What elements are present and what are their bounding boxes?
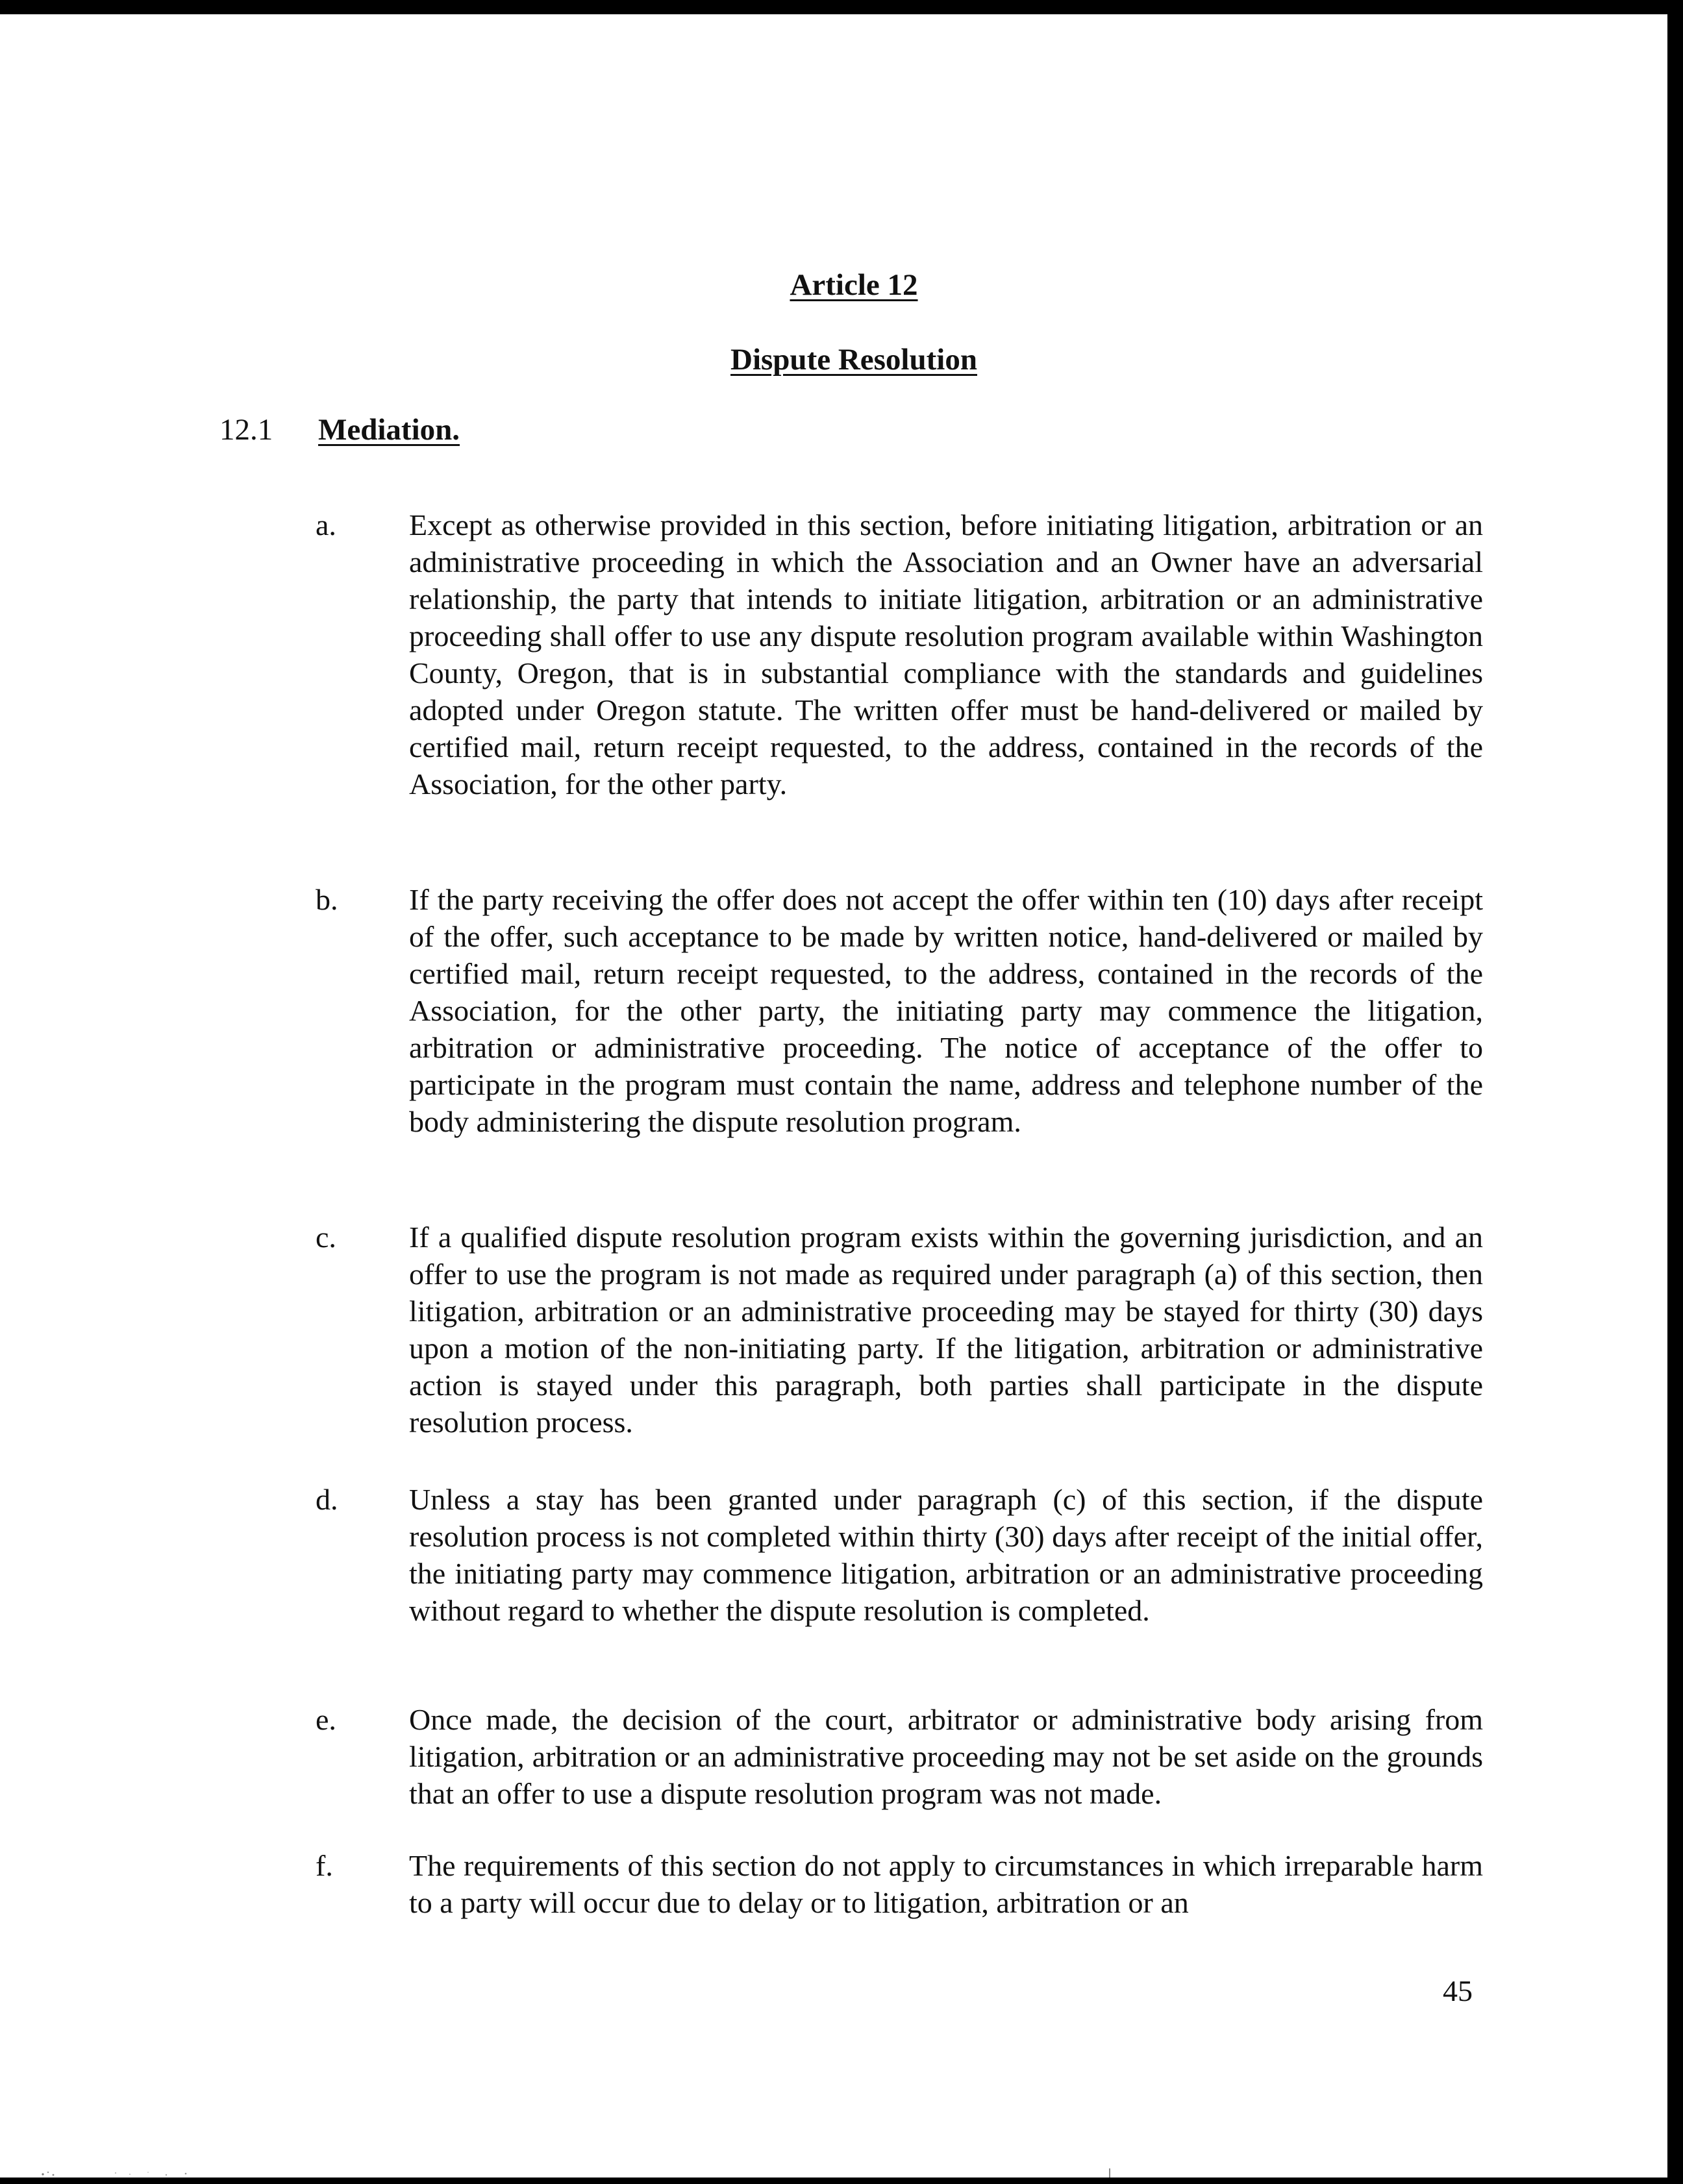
paragraph-letter: e.	[316, 1703, 336, 1736]
section-number: 12.1	[219, 413, 273, 447]
scan-artifact	[1109, 2168, 1110, 2178]
paragraph-text: The requirements of this section do not apply to circumstances in which irreparable harm to a party will occur due to delay or to litigation, arbitration or an	[409, 1849, 1483, 1919]
paragraph-letter: a.	[316, 508, 336, 541]
paragraph-text: If the party receiving the offer does not accept the offer within ten (10) days after receipt of the offer, such acceptance to be made by written notice, hand-delivered or mailed by certified mail, return receipt requested, to the address, contained in the records of the Association, for the other party, the initiating party may commence the litigation, arbitration or administrative proceeding. The notice of acceptance of the offer to participate in the program must contain the name, address and telephone number of the body administering the dispute resolution program.	[409, 883, 1483, 1138]
section-heading: Mediation.	[318, 413, 460, 447]
paragraph-letter: d.	[316, 1483, 338, 1516]
paragraph-text: Once made, the decision of the court, arbitrator or administrative body arising from litigation, arbitration or an administrative proceeding may not be set aside on the grounds that an offer to use a dispute resolution program was not made.	[409, 1703, 1483, 1810]
article-title: Dispute Resolution	[730, 343, 977, 377]
paragraph-letter: f.	[316, 1849, 333, 1882]
paragraph-letter: b.	[316, 883, 338, 916]
article-heading: Article 12	[790, 268, 918, 302]
scan-artifact	[39, 2168, 208, 2178]
paragraph-text: Except as otherwise provided in this section, before initiating litigation, arbitration or an administrative proceeding in which the Association and an Owner have an adversarial relationship, the party that intends to initiate litigation, arbitration or an administrative proceeding shall offer to use any dispute resolution program available within Washington County, Oregon, that is in substantial compliance with the standards and guidelines adopted under Oregon statute. The written offer must be hand-delivered or mailed by certified mail, return receipt requested, to the address, contained in the records of the Association, for the other party.	[409, 508, 1483, 800]
page-number: 45	[1443, 1974, 1473, 2007]
document-page	[0, 14, 1667, 2178]
paragraph-text: Unless a stay has been granted under paragraph (c) of this section, if the dispute resolution process is not completed within thirty (30) days after receipt of the initial offer, the initiating party may commence litigation, arbitration or an administrative proceeding without regard to whether the dispute resolution is completed.	[409, 1483, 1483, 1627]
paragraph-letter: c.	[316, 1221, 336, 1254]
paragraph-text: If a qualified dispute resolution program exists within the governing jurisdiction, and an offer to use the program is not made as required under paragraph (a) of this section, then litigation, arbitration or an administrative proceeding may be stayed for thirty (30) days upon a motion of the non-initiating party. If the litigation, arbitration or administrative action is stayed under this paragraph, both parties shall participate in the dispute resolution process.	[409, 1221, 1483, 1439]
